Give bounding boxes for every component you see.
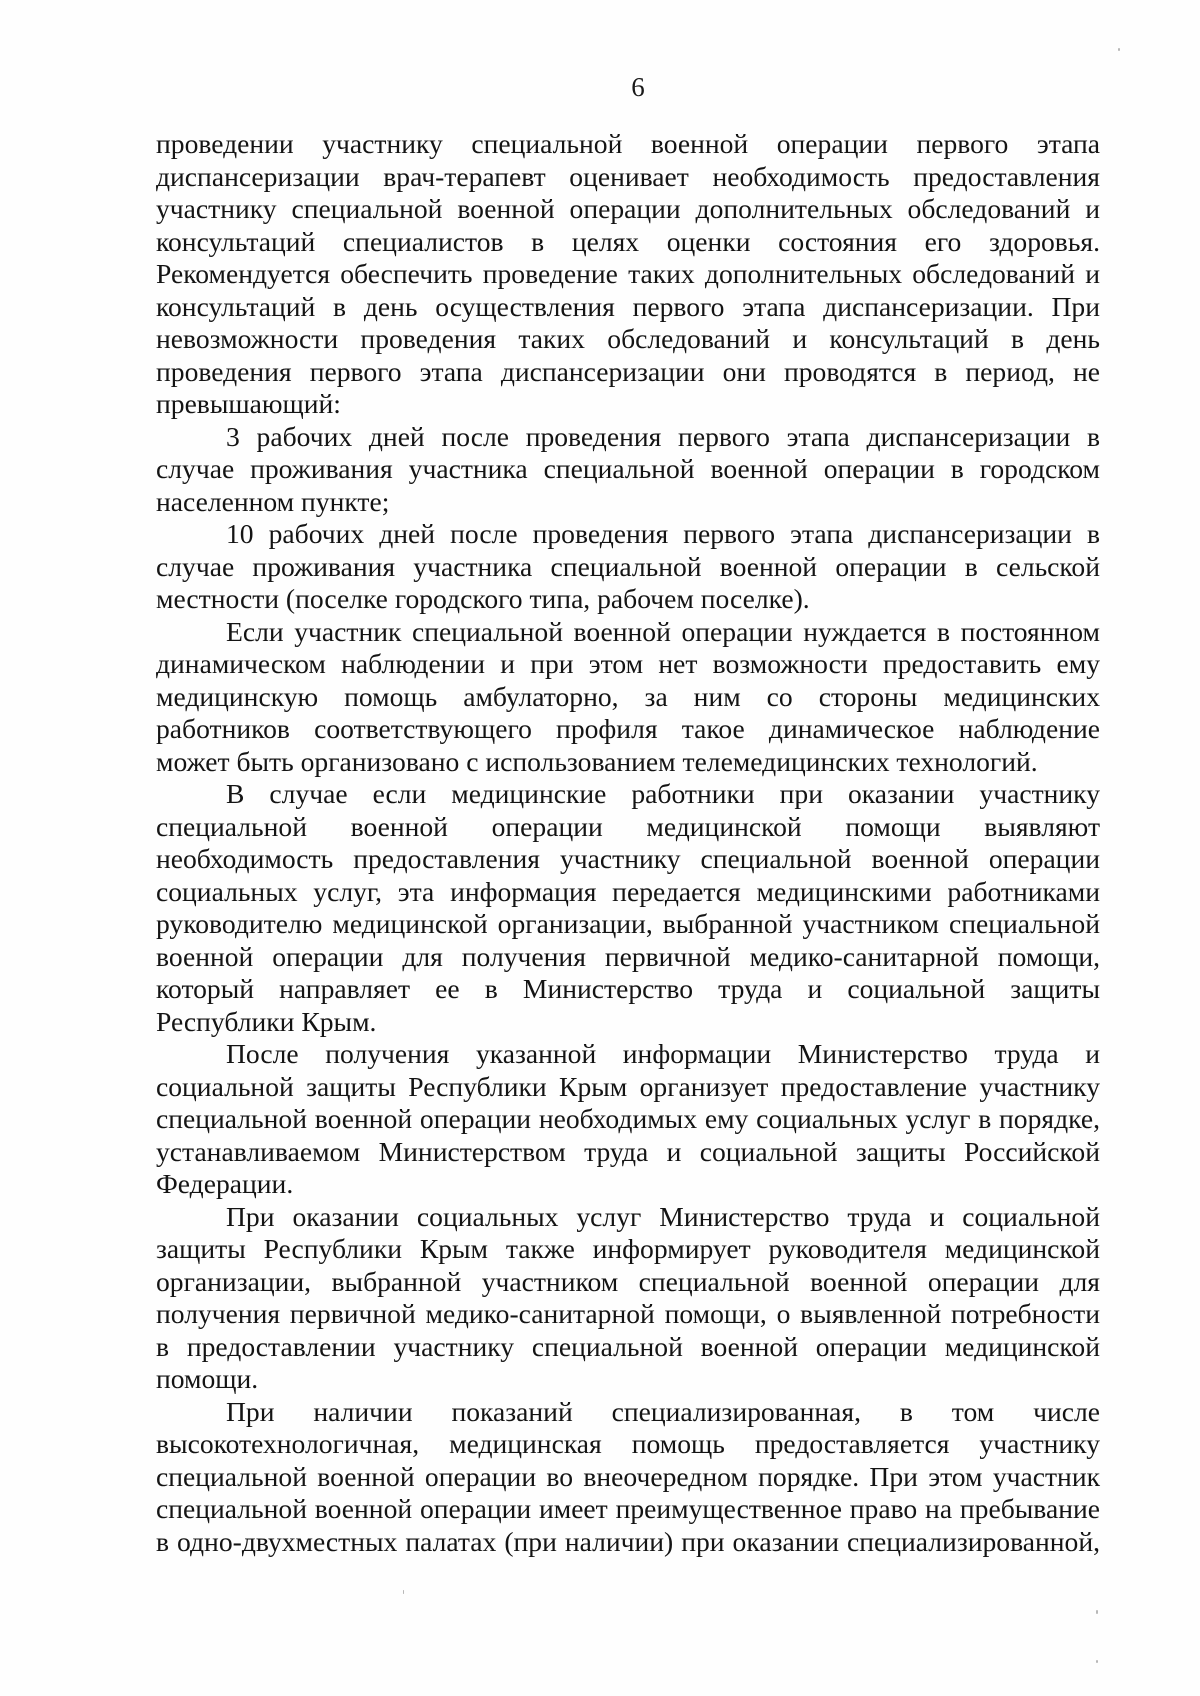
text-line: в одно-двухместных палатах (при наличии) при оказании специализированной, [156,1525,1100,1557]
paragraph [156,518,1100,616]
paragraph [156,616,1100,779]
scan-speck [403,1590,404,1594]
text-line: участнику специальной военной операции дополнительных обследований и [156,193,1100,224]
text-line: Рекомендуется обеспечить проведение таких дополнительных обследований и [156,258,1100,289]
paragraph [156,1038,1100,1201]
text-line: проведения первого этапа диспансеризации они проводятся в период, не [156,355,1100,387]
text-line: превышающий: [156,388,341,419]
text-line: проведении участнику специальной военной операции первого этапа [156,128,1100,159]
text-line: 10 рабочих дней после проведения первого этапа диспансеризации в [226,518,1100,549]
text-line: получения первичной медико-санитарной помощи, о выявленной потребности [156,1298,1100,1329]
text-line: местности (поселке городского типа, рабочем поселке). [156,583,810,614]
text-line: Республики Крым. [156,1005,377,1037]
text-line: невозможности проведения таких обследований и консультаций в день [156,323,1100,354]
text-line: консультаций в день осуществления первого этапа диспансеризации. При [156,290,1100,322]
text-line: После получения указанной информации Министерство труда и [226,1038,1100,1069]
text-line: военной операции для получения первичной медико-санитарной помощи, [156,940,1100,972]
paragraph [156,128,1100,421]
text-line: защиты Республики Крым также информирует руководителя медицинской [156,1233,1100,1264]
text-line: специальной военной операции необходимых ему социальных услуг в порядке, [156,1103,1100,1134]
scan-speck [1118,48,1120,51]
paragraph [156,1201,1100,1396]
text-line: может быть организовано с использованием телемедицинских технологий. [156,745,1038,777]
text-line: высокотехнологичная, медицинская помощь предоставляется участнику [156,1428,1100,1459]
text-line: При наличии показаний специализированная, в том числе [226,1395,1100,1427]
text-line: медицинскую помощь амбулаторно, за ним со стороны медицинских [156,680,1100,712]
text-line: социальных услуг, эта информация передается медицинскими работниками [156,875,1100,907]
text-line: специальной военной операции во внеочередном порядке. При этом участник [156,1460,1100,1492]
text-line: помощи. [156,1363,259,1394]
text-line: В случае если медицинские работники при оказании участнику [226,778,1100,809]
text-line: необходимость предоставления участнику специальной военной операции [156,843,1100,874]
text-line: динамическом наблюдении и при этом нет возможности предоставить ему [156,648,1100,679]
paragraph [156,778,1100,1038]
text-line: населенном пункте; [156,485,390,517]
scan-speck [1096,1660,1098,1663]
text-line: специальной военной операции имеет преимущественное право на пребывание [156,1493,1100,1524]
text-line: случае проживания участника специальной военной операции в городском [156,453,1100,484]
text-line: руководителю медицинской организации, выбранной участником специальной [156,908,1100,939]
text-line: специальной военной операции медицинской помощи выявляют [156,810,1100,842]
document-body [156,128,1100,1558]
text-line: социальной защиты Республики Крым организует предоставление участнику [156,1070,1100,1102]
page-number: 6 [631,72,645,102]
paragraph [156,1396,1100,1559]
paragraph [156,421,1100,519]
text-line: организации, выбранной участником специальной военной операции для [156,1265,1100,1297]
text-line: 3 рабочих дней после проведения первого этапа диспансеризации в [226,420,1100,452]
text-line: устанавливаемом Министерством труда и социальной защиты Российской [156,1135,1100,1167]
text-line: который направляет ее в Министерство труда и социальной защиты [156,973,1100,1004]
text-line: в предоставлении участнику специальной военной операции медицинской [156,1330,1100,1362]
text-line: случае проживания участника специальной военной операции в сельской [156,550,1100,582]
scan-speck [1096,1610,1098,1614]
text-line: консультаций специалистов в целях оценки состояния его здоровья. [156,225,1100,257]
text-line: работников соответствующего профиля такое динамическое наблюдение [156,713,1100,744]
text-line: При оказании социальных услуг Министерство труда и социальной [226,1200,1100,1232]
text-line: Федерации. [156,1168,294,1199]
text-line: Если участник специальной военной операции нуждается в постоянном [226,615,1100,647]
text-line: диспансеризации врач-терапевт оценивает необходимость предоставления [156,160,1100,192]
